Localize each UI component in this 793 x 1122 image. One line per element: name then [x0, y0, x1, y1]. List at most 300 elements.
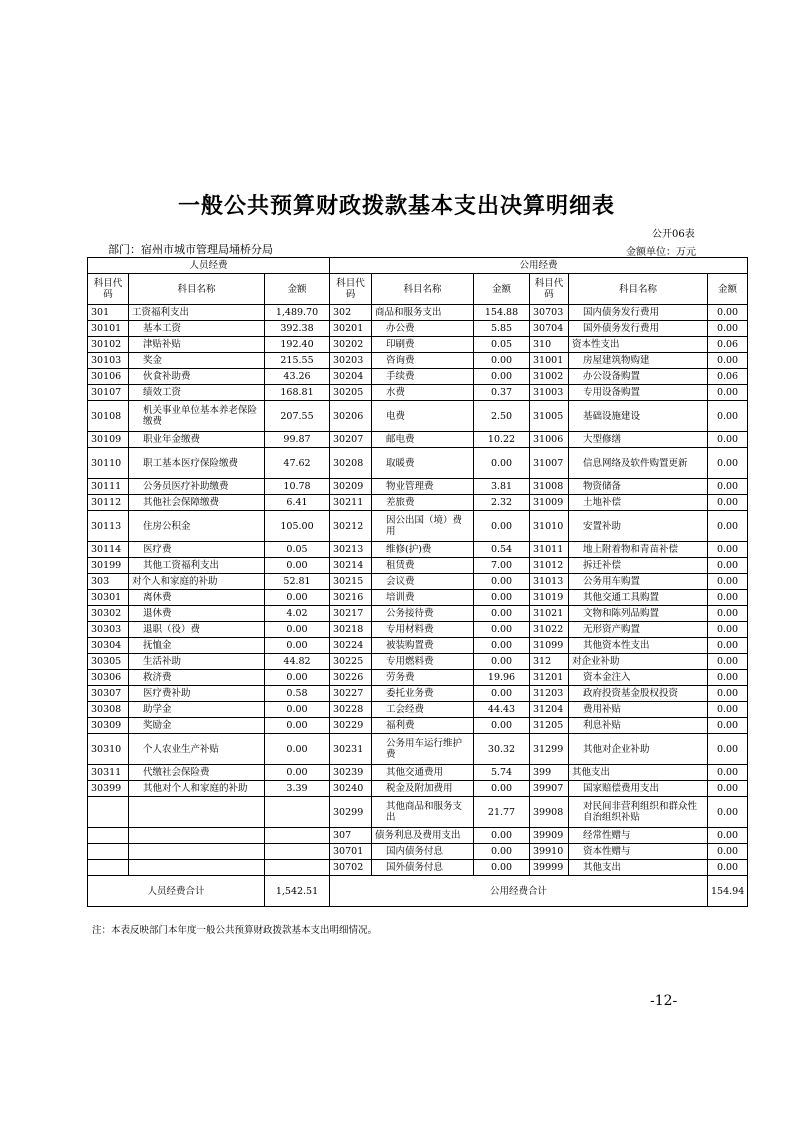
cell-c-amount: 0.00: [708, 321, 748, 337]
cell-c-name: 安置补助: [569, 511, 708, 542]
cell-p-name: 绩效工资: [129, 385, 265, 401]
cell-g-name: 培训费: [372, 590, 474, 606]
cell-c-code: 31001: [530, 353, 569, 369]
table-row: [88, 558, 748, 574]
cell-p-code: 30302: [88, 606, 129, 622]
cell-c-name: 房屋建筑物购建: [569, 353, 708, 369]
cell-g-amount: 5.74: [474, 765, 530, 781]
cell-c-amount: 0.00: [708, 765, 748, 781]
form-number: 公开06表: [652, 229, 695, 240]
cell-p-name: 工资福利支出: [129, 305, 265, 321]
cell-g-name: 被装购置费: [372, 638, 474, 654]
cell-c-name: 对企业补助: [569, 654, 708, 670]
cell-c-code: 39910: [530, 844, 569, 860]
cell-c-code: 31003: [530, 385, 569, 401]
cell-g-amount: 0.00: [474, 638, 530, 654]
cell-c-name: 其他交通工具购置: [569, 590, 708, 606]
cell-g-amount: 0.00: [474, 574, 530, 590]
table-row: [88, 495, 748, 511]
table-row: [88, 797, 748, 828]
cell-g-code: 30224: [330, 638, 372, 654]
table-row: [88, 401, 748, 432]
cell-g-code: 30217: [330, 606, 372, 622]
cell-g-name: 维修(护)费: [372, 542, 474, 558]
cell-g-amount: 0.00: [474, 718, 530, 734]
cell-c-code: 30704: [530, 321, 569, 337]
cell-g-code: 30239: [330, 765, 372, 781]
cell-c-amount: 0.00: [708, 511, 748, 542]
cell-c-amount: 0.00: [708, 542, 748, 558]
cell-p-code: 30108: [88, 401, 129, 432]
cell-p-name: 医疗费: [129, 542, 265, 558]
cell-c-code: 31205: [530, 718, 569, 734]
cell-c-name: 无形资产购置: [569, 622, 708, 638]
cell-c-code: 31002: [530, 369, 569, 385]
cell-g-amount: 0.00: [474, 511, 530, 542]
cell-c-code: 31203: [530, 686, 569, 702]
cell-p-code: 30399: [88, 781, 129, 797]
cell-g-name: 债务利息及费用支出: [372, 828, 474, 844]
cell-p-name: 职业年金缴费: [129, 432, 265, 448]
table-row: [88, 828, 748, 844]
cell-c-name: 国外债务发行费用: [569, 321, 708, 337]
cell-c-name: 地上附着物和青苗补偿: [569, 542, 708, 558]
cell-g-amount: 44.43: [474, 702, 530, 718]
cell-c-code: 31005: [530, 401, 569, 432]
table-row: [88, 511, 748, 542]
cell-g-code: 30216: [330, 590, 372, 606]
cell-p-amount: 52.81: [265, 574, 330, 590]
cell-g-name: 印刷费: [372, 337, 474, 353]
cell-g-code: 30204: [330, 369, 372, 385]
cell-g-name: 差旅费: [372, 495, 474, 511]
cell-c-amount: 0.00: [708, 495, 748, 511]
cell-p-amount: [265, 797, 330, 828]
cell-c-code: 312: [530, 654, 569, 670]
cell-c-amount: 0.00: [708, 734, 748, 765]
cell-g-name: 手续费: [372, 369, 474, 385]
cell-p-name: [129, 797, 265, 828]
cell-c-name: 费用补贴: [569, 702, 708, 718]
cell-c-amount: 0.00: [708, 558, 748, 574]
cell-p-name: 职工基本医疗保险缴费: [129, 448, 265, 479]
cell-g-name: 福利费: [372, 718, 474, 734]
table-row: [88, 781, 748, 797]
cell-c-name: 基础设施建设: [569, 401, 708, 432]
cell-p-amount: 0.00: [265, 702, 330, 718]
cell-g-name: 商品和服务支出: [372, 305, 474, 321]
cell-g-code: 30207: [330, 432, 372, 448]
cell-p-code: 30109: [88, 432, 129, 448]
cell-c-name: 其他资本性支出: [569, 638, 708, 654]
table-note: 注：本表反映部门本年度一般公共预算财政拨款基本支出明细情况。: [92, 925, 378, 936]
cell-c-amount: 0.00: [708, 702, 748, 718]
cell-g-amount: 10.22: [474, 432, 530, 448]
cell-c-code: 31021: [530, 606, 569, 622]
unit-label: 金额单位：万元: [626, 247, 696, 258]
personnel-total-label: 人员经费合计: [88, 876, 265, 907]
cell-p-name: 个人农业生产补贴: [129, 734, 265, 765]
cell-g-code: 30215: [330, 574, 372, 590]
cell-c-code: 39909: [530, 828, 569, 844]
header-amount: 金额: [265, 274, 330, 305]
cell-c-name: 利息补贴: [569, 718, 708, 734]
cell-c-amount: 0.00: [708, 686, 748, 702]
cell-p-amount: 0.05: [265, 542, 330, 558]
cell-p-name: 医疗费补助: [129, 686, 265, 702]
cell-p-code: 30101: [88, 321, 129, 337]
cell-p-amount: 0.00: [265, 765, 330, 781]
cell-g-code: 30203: [330, 353, 372, 369]
cell-g-name: 公务用车运行维护费: [372, 734, 474, 765]
cell-g-name: 办公费: [372, 321, 474, 337]
cell-p-code: [88, 828, 129, 844]
cell-p-amount: 44.82: [265, 654, 330, 670]
expenditure-table: [87, 257, 748, 907]
cell-g-amount: 0.00: [474, 590, 530, 606]
cell-g-amount: 30.32: [474, 734, 530, 765]
cell-g-name: 国外债务付息: [372, 860, 474, 876]
cell-g-name: 专用材料费: [372, 622, 474, 638]
table-row: [88, 369, 748, 385]
cell-g-code: 30227: [330, 686, 372, 702]
cell-p-code: 30107: [88, 385, 129, 401]
cell-c-amount: 0.00: [708, 305, 748, 321]
cell-g-amount: 2.50: [474, 401, 530, 432]
table-row: [88, 765, 748, 781]
cell-c-amount: 0.00: [708, 590, 748, 606]
table-row: [88, 844, 748, 860]
cell-p-name: 退休费: [129, 606, 265, 622]
section-header-row: [88, 258, 748, 274]
cell-g-name: 邮电费: [372, 432, 474, 448]
cell-g-code: 302: [330, 305, 372, 321]
cell-c-name: 资本性支出: [569, 337, 708, 353]
header-code: 科目代码: [330, 274, 372, 305]
cell-g-name: 租赁费: [372, 558, 474, 574]
cell-c-amount: 0.00: [708, 638, 748, 654]
header-amount: 金额: [474, 274, 530, 305]
cell-p-name: 基本工资: [129, 321, 265, 337]
cell-g-name: 委托业务费: [372, 686, 474, 702]
cell-g-code: 30226: [330, 670, 372, 686]
table-row: [88, 622, 748, 638]
header-code: 科目代码: [88, 274, 129, 305]
table-row: [88, 574, 748, 590]
cell-p-amount: [265, 828, 330, 844]
cell-c-name: 公务用车购置: [569, 574, 708, 590]
cell-g-amount: 0.00: [474, 686, 530, 702]
cell-g-amount: 0.00: [474, 353, 530, 369]
cell-p-name: 抚恤金: [129, 638, 265, 654]
cell-g-name: 其他交通费用: [372, 765, 474, 781]
cell-g-code: 30211: [330, 495, 372, 511]
cell-p-name: 伙食补助费: [129, 369, 265, 385]
department-label: 部门：宿州市城市管理局埇桥分局: [108, 243, 273, 256]
cell-c-amount: 0.00: [708, 479, 748, 495]
cell-g-amount: 0.00: [474, 844, 530, 860]
table-row: [88, 718, 748, 734]
cell-p-amount: 47.62: [265, 448, 330, 479]
cell-g-amount: 21.77: [474, 797, 530, 828]
cell-c-amount: 0.00: [708, 401, 748, 432]
cell-g-amount: 7.00: [474, 558, 530, 574]
cell-c-code: 31009: [530, 495, 569, 511]
cell-g-amount: 3.81: [474, 479, 530, 495]
cell-g-code: 30218: [330, 622, 372, 638]
cell-c-code: 310: [530, 337, 569, 353]
cell-g-code: 30240: [330, 781, 372, 797]
cell-c-amount: 0.00: [708, 448, 748, 479]
cell-p-amount: 192.40: [265, 337, 330, 353]
cell-c-amount: 0.00: [708, 718, 748, 734]
cell-p-code: 30308: [88, 702, 129, 718]
cell-g-amount: 0.00: [474, 860, 530, 876]
cell-c-amount: 0.00: [708, 797, 748, 828]
cell-p-amount: 392.38: [265, 321, 330, 337]
cell-c-name: 国家赔偿费用支出: [569, 781, 708, 797]
cell-c-code: 31012: [530, 558, 569, 574]
cell-p-code: 30112: [88, 495, 129, 511]
table-row: [88, 638, 748, 654]
cell-c-amount: 0.00: [708, 622, 748, 638]
table-row: [88, 479, 748, 495]
table-row: [88, 860, 748, 876]
cell-p-name: 其他对个人和家庭的补助: [129, 781, 265, 797]
cell-c-code: 39907: [530, 781, 569, 797]
cell-g-code: 30225: [330, 654, 372, 670]
header-name: 科目名称: [569, 274, 708, 305]
cell-p-amount: 215.55: [265, 353, 330, 369]
section-personnel: 人员经费: [88, 258, 330, 274]
public-total-label: 公用经费合计: [330, 876, 708, 907]
section-public: 公用经费: [330, 258, 748, 274]
cell-c-amount: 0.00: [708, 828, 748, 844]
cell-c-name: 大型修缮: [569, 432, 708, 448]
cell-g-code: 30212: [330, 511, 372, 542]
cell-c-name: 资本性赠与: [569, 844, 708, 860]
cell-p-code: 303: [88, 574, 129, 590]
cell-g-code: 30205: [330, 385, 372, 401]
cell-g-amount: 0.00: [474, 781, 530, 797]
cell-p-amount: 207.55: [265, 401, 330, 432]
cell-c-amount: 0.00: [708, 844, 748, 860]
cell-p-name: [129, 860, 265, 876]
personnel-total-value: 1,542.51: [265, 876, 330, 907]
cell-p-amount: [265, 844, 330, 860]
table-row: [88, 606, 748, 622]
cell-p-name: 奖励金: [129, 718, 265, 734]
cell-g-code: 30299: [330, 797, 372, 828]
cell-p-code: 30301: [88, 590, 129, 606]
cell-g-code: 30228: [330, 702, 372, 718]
page-title: 一般公共预算财政拨款基本支出决算明细表: [177, 194, 615, 219]
cell-p-code: 30305: [88, 654, 129, 670]
cell-c-name: 其他对企业补助: [569, 734, 708, 765]
cell-g-name: 专用燃料费: [372, 654, 474, 670]
cell-c-name: 土地补偿: [569, 495, 708, 511]
cell-g-code: 30229: [330, 718, 372, 734]
cell-c-name: 对民间非营利组织和群众性自治组织补贴: [569, 797, 708, 828]
cell-g-amount: 0.00: [474, 828, 530, 844]
cell-g-amount: 0.00: [474, 606, 530, 622]
cell-c-amount: 0.06: [708, 337, 748, 353]
cell-p-code: 30304: [88, 638, 129, 654]
cell-p-name: 机关事业单位基本养老保险缴费: [129, 401, 265, 432]
cell-c-code: 31022: [530, 622, 569, 638]
cell-p-code: 301: [88, 305, 129, 321]
cell-c-amount: 0.00: [708, 781, 748, 797]
cell-c-code: 31204: [530, 702, 569, 718]
cell-g-code: 30213: [330, 542, 372, 558]
cell-p-name: 公务员医疗补助缴费: [129, 479, 265, 495]
cell-c-code: 39999: [530, 860, 569, 876]
cell-p-code: 30111: [88, 479, 129, 495]
header-code: 科目代码: [530, 274, 569, 305]
cell-p-name: 救济费: [129, 670, 265, 686]
cell-c-code: 31013: [530, 574, 569, 590]
table-row: [88, 321, 748, 337]
cell-p-amount: 0.00: [265, 622, 330, 638]
cell-g-amount: 0.54: [474, 542, 530, 558]
cell-g-name: 咨询费: [372, 353, 474, 369]
table-row: [88, 590, 748, 606]
cell-c-name: 专用设备购置: [569, 385, 708, 401]
totals-row: [88, 876, 748, 907]
cell-p-name: 离休费: [129, 590, 265, 606]
cell-p-name: 生活补助: [129, 654, 265, 670]
cell-p-amount: 3.39: [265, 781, 330, 797]
cell-c-name: 其他支出: [569, 765, 708, 781]
cell-g-amount: 0.00: [474, 448, 530, 479]
table-row: [88, 702, 748, 718]
cell-g-code: 30208: [330, 448, 372, 479]
cell-p-code: 30199: [88, 558, 129, 574]
cell-p-name: [129, 828, 265, 844]
cell-p-amount: 0.00: [265, 590, 330, 606]
cell-p-code: 30102: [88, 337, 129, 353]
cell-g-name: 工会经费: [372, 702, 474, 718]
cell-g-amount: 2.32: [474, 495, 530, 511]
table-row: [88, 385, 748, 401]
cell-g-name: 其他商品和服务支出: [372, 797, 474, 828]
cell-c-code: 31011: [530, 542, 569, 558]
header-name: 科目名称: [129, 274, 265, 305]
cell-p-amount: 0.58: [265, 686, 330, 702]
cell-p-code: 30103: [88, 353, 129, 369]
cell-g-code: 30209: [330, 479, 372, 495]
cell-c-name: 国内债务发行费用: [569, 305, 708, 321]
cell-p-amount: 1,489.70: [265, 305, 330, 321]
cell-c-code: 39908: [530, 797, 569, 828]
cell-p-code: 30311: [88, 765, 129, 781]
cell-c-amount: 0.00: [708, 574, 748, 590]
cell-c-code: 31008: [530, 479, 569, 495]
cell-c-code: 31006: [530, 432, 569, 448]
cell-c-name: 其他支出: [569, 860, 708, 876]
cell-g-name: 劳务费: [372, 670, 474, 686]
table-row: [88, 305, 748, 321]
cell-p-amount: 0.00: [265, 734, 330, 765]
cell-p-amount: 99.87: [265, 432, 330, 448]
cell-c-name: 资本金注入: [569, 670, 708, 686]
cell-g-amount: 0.00: [474, 369, 530, 385]
table-row: [88, 337, 748, 353]
table-row: [88, 734, 748, 765]
cell-g-code: 30201: [330, 321, 372, 337]
cell-c-code: 30703: [530, 305, 569, 321]
cell-c-code: 31099: [530, 638, 569, 654]
cell-g-name: 公务接待费: [372, 606, 474, 622]
table-row: [88, 448, 748, 479]
cell-c-code: 31007: [530, 448, 569, 479]
cell-g-amount: 0.00: [474, 654, 530, 670]
cell-p-code: 30110: [88, 448, 129, 479]
cell-p-amount: 4.02: [265, 606, 330, 622]
cell-p-code: 30309: [88, 718, 129, 734]
cell-g-code: 30231: [330, 734, 372, 765]
cell-c-name: 文物和陈列品购置: [569, 606, 708, 622]
cell-c-amount: 0.06: [708, 369, 748, 385]
cell-p-amount: 0.00: [265, 718, 330, 734]
cell-c-name: 信息网络及软件购置更新: [569, 448, 708, 479]
cell-p-name: 住房公积金: [129, 511, 265, 542]
cell-c-code: 31019: [530, 590, 569, 606]
cell-c-amount: 0.00: [708, 654, 748, 670]
page-number: -12-: [650, 993, 678, 1009]
cell-c-amount: 0.00: [708, 606, 748, 622]
cell-p-code: [88, 844, 129, 860]
cell-p-name: 其他社会保障缴费: [129, 495, 265, 511]
cell-c-code: 31299: [530, 734, 569, 765]
cell-g-code: 307: [330, 828, 372, 844]
table-row: [88, 670, 748, 686]
cell-g-amount: 5.85: [474, 321, 530, 337]
cell-c-amount: 0.00: [708, 432, 748, 448]
table-row: [88, 432, 748, 448]
cell-p-name: 对个人和家庭的补助: [129, 574, 265, 590]
cell-g-name: 取暖费: [372, 448, 474, 479]
cell-p-name: 其他工资福利支出: [129, 558, 265, 574]
cell-g-code: 30702: [330, 860, 372, 876]
cell-p-code: 30303: [88, 622, 129, 638]
cell-g-name: 会议费: [372, 574, 474, 590]
cell-p-name: 津贴补贴: [129, 337, 265, 353]
cell-p-name: 奖金: [129, 353, 265, 369]
table-row: [88, 654, 748, 670]
cell-g-code: 30214: [330, 558, 372, 574]
cell-g-amount: 19.96: [474, 670, 530, 686]
cell-p-amount: [265, 860, 330, 876]
cell-g-amount: 0.00: [474, 622, 530, 638]
cell-p-name: 代缴社会保险费: [129, 765, 265, 781]
cell-c-code: 399: [530, 765, 569, 781]
cell-p-name: [129, 844, 265, 860]
cell-g-amount: 154.88: [474, 305, 530, 321]
cell-p-code: 30310: [88, 734, 129, 765]
cell-g-code: 30202: [330, 337, 372, 353]
cell-g-amount: 0.37: [474, 385, 530, 401]
cell-c-amount: 0.00: [708, 353, 748, 369]
cell-p-amount: 0.00: [265, 670, 330, 686]
table-row: [88, 353, 748, 369]
column-header-row: [88, 274, 748, 305]
cell-p-amount: 10.78: [265, 479, 330, 495]
table-row: [88, 686, 748, 702]
cell-g-name: 物业管理费: [372, 479, 474, 495]
cell-p-amount: 0.00: [265, 558, 330, 574]
header-amount: 金额: [708, 274, 748, 305]
